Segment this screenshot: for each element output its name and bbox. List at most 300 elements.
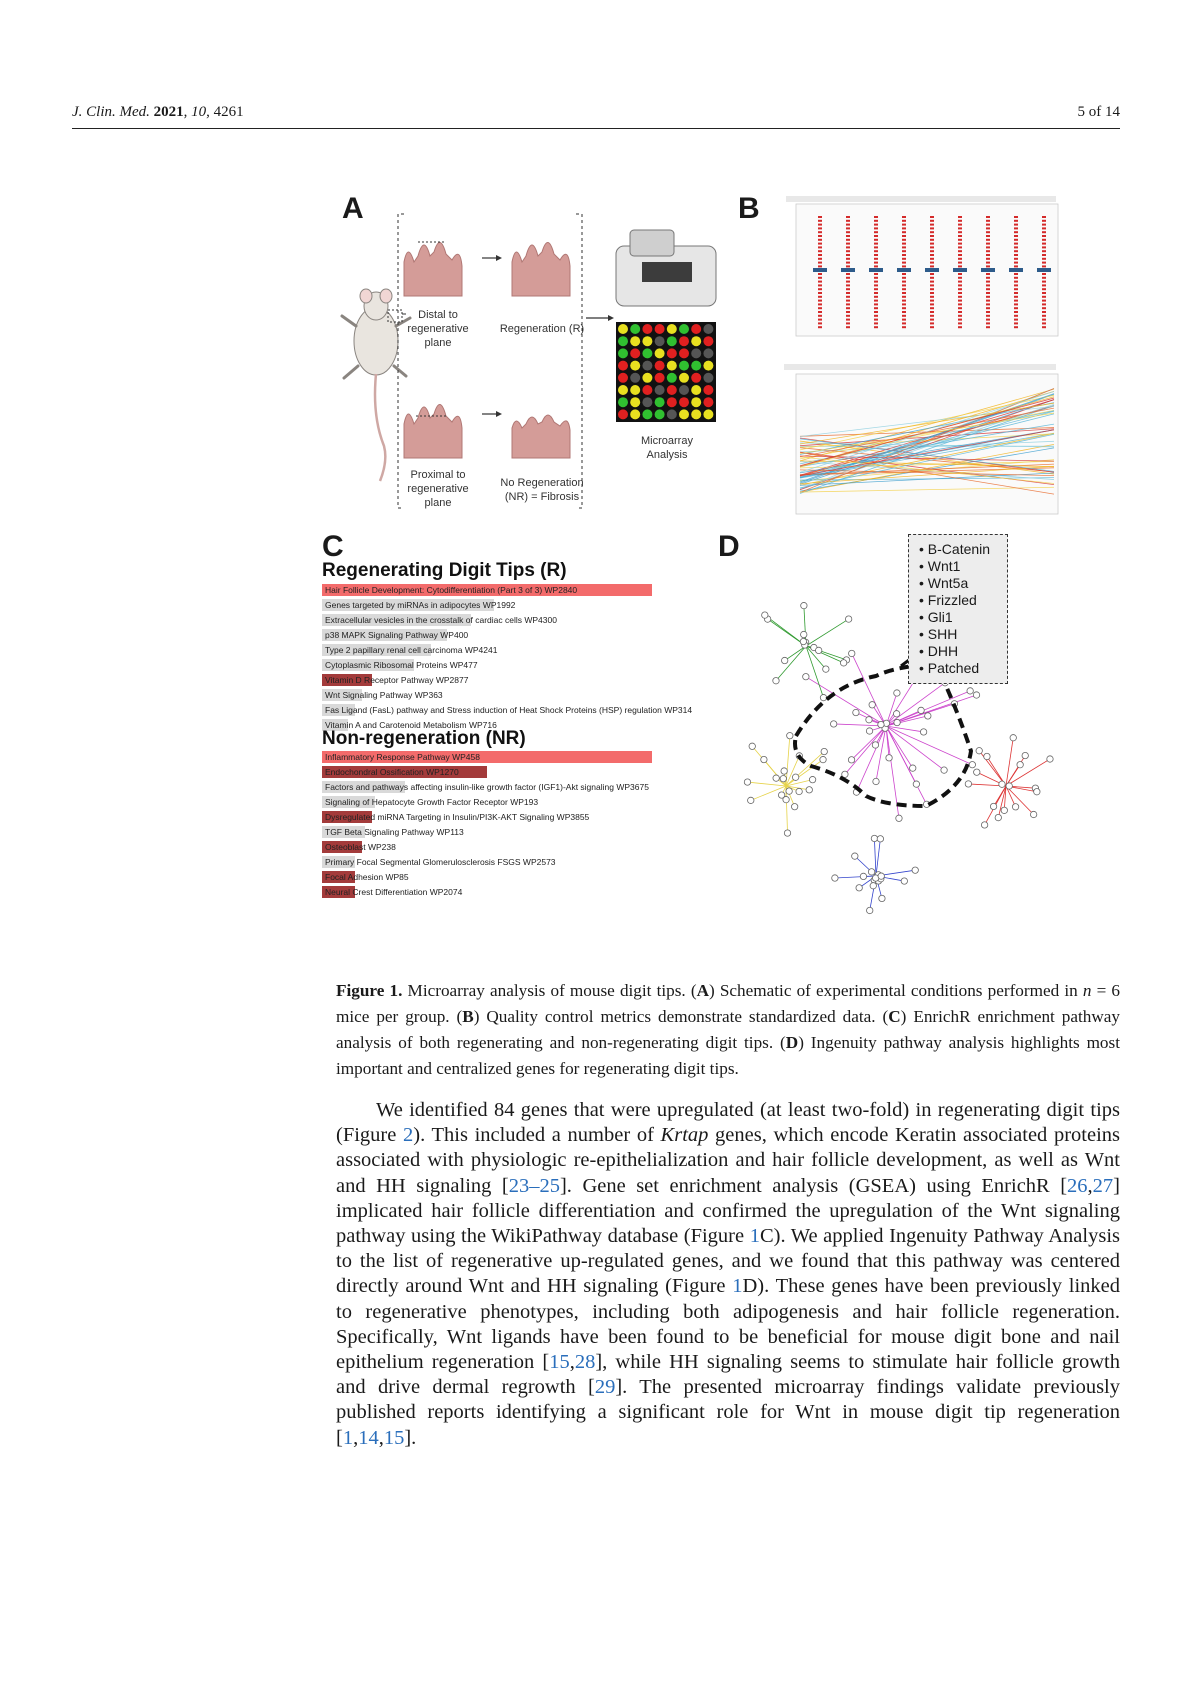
boxplot-point (986, 277, 990, 279)
boxplot-point (986, 273, 990, 275)
network-node (749, 743, 755, 749)
citation-link[interactable]: 14 (358, 1426, 379, 1449)
label-regeneration: Regeneration (R) (499, 323, 585, 335)
microarray-spot (642, 324, 652, 334)
pathway-label: Signaling of Hepatocyte Growth Factor Receptor WP193 (325, 797, 539, 807)
caption-text: ) Ingenuity pathway analysis highlights most important and centralized genes for regenerating digit tips. (336, 1033, 1120, 1078)
boxplot-point (986, 254, 990, 256)
boxplot-point (846, 243, 850, 245)
boxplot-point (986, 296, 990, 298)
boxplot-point (818, 246, 822, 248)
network-node (965, 781, 971, 787)
figure-link[interactable]: 2 (403, 1124, 414, 1147)
network-node (925, 713, 931, 719)
boxplot-point (902, 216, 906, 218)
network-node (761, 756, 767, 762)
network-node (806, 787, 812, 793)
boxplot-point (1042, 284, 1046, 286)
pathway-label: Focal Adhesion WP85 (325, 872, 409, 882)
microarray-spot (642, 361, 652, 371)
nonregen-pathways-title: Non-regeneration (NR) (322, 728, 526, 749)
pathway-row (322, 855, 682, 870)
microarray-spot (618, 373, 628, 383)
nonregen-pathway-list (322, 750, 682, 900)
boxplot-point (902, 246, 906, 248)
boxplot-point (846, 231, 850, 233)
network-node (910, 765, 916, 771)
citation-link[interactable]: 1 (342, 1426, 354, 1449)
network-node (845, 616, 851, 622)
boxplot-point (846, 292, 850, 294)
gene-label: Frizzled (927, 592, 977, 608)
microarray-spot (667, 397, 677, 407)
network-node (1047, 756, 1053, 762)
boxplot-point (930, 231, 934, 233)
boxplot-point (986, 227, 990, 229)
network-node (744, 779, 750, 785)
microarray-spot (691, 324, 701, 334)
gene-label: Gli1 (927, 609, 953, 625)
boxplot-point (958, 220, 962, 222)
network-node (792, 774, 798, 780)
boxplot-point (930, 315, 934, 317)
network-edge (856, 726, 886, 792)
boxplot-point (818, 311, 822, 313)
boxplot-point (986, 224, 990, 226)
boxplot-point (902, 284, 906, 286)
boxplot-point (846, 235, 850, 237)
boxplot-point (874, 216, 878, 218)
microarray-spot (630, 409, 640, 419)
boxplot-point (986, 220, 990, 222)
boxplot-point (1014, 277, 1018, 279)
microarray-spot (679, 348, 689, 358)
pathway-row (322, 825, 682, 840)
pathway-label: Wnt Signaling Pathway WP363 (325, 690, 443, 700)
citation-link[interactable]: 15 (549, 1351, 570, 1374)
boxplot-point (1042, 246, 1046, 248)
boxplot-point (958, 216, 962, 218)
network-node (893, 711, 899, 717)
boxplot-point (958, 292, 962, 294)
network-node (1017, 762, 1023, 768)
boxplot-point (958, 281, 962, 283)
paw-fibrosis (512, 415, 570, 458)
boxplot-point (1042, 292, 1046, 294)
microarray-spot (703, 409, 713, 419)
network-node (973, 692, 979, 698)
label-microarray-line2: Analysis (646, 449, 688, 461)
network-node (918, 707, 924, 713)
boxplot-point (1042, 288, 1046, 290)
boxplot-point (986, 235, 990, 237)
boxplot-point (818, 254, 822, 256)
pathway-label: Vitamin D Receptor Pathway WP2877 (325, 675, 469, 685)
microarray-spot (618, 348, 628, 358)
boxplot-point (902, 319, 906, 321)
boxplot-point (818, 224, 822, 226)
figure-link[interactable]: 1 (749, 1225, 760, 1248)
boxplot-point (986, 231, 990, 233)
network-node (796, 788, 802, 794)
network-node (781, 768, 787, 774)
microarray-spot (630, 361, 640, 371)
network-edge (1006, 759, 1050, 786)
pathway-row (322, 765, 682, 780)
microarray-spot (691, 373, 701, 383)
caption-panel-ref: B (462, 1007, 474, 1026)
boxplot-point (874, 307, 878, 309)
network-node (787, 732, 793, 738)
network-edge (886, 683, 945, 726)
microarray-spot (667, 361, 677, 371)
boxplot-point (818, 288, 822, 290)
label-microarray-line1: Microarray (641, 435, 693, 447)
gene-item: • DHH (919, 643, 959, 659)
microarray-machine (616, 230, 716, 306)
caption-label: Figure 1. (336, 981, 403, 1000)
network-node (990, 803, 996, 809)
network-node (803, 674, 809, 680)
microarray-spot (667, 348, 677, 358)
boxplot-point (1014, 243, 1018, 245)
network-node (1012, 804, 1018, 810)
boxplot-point (1014, 326, 1018, 328)
paragraph (336, 1098, 1120, 1451)
boxplot-point (1042, 307, 1046, 309)
microarray-spot (618, 324, 628, 334)
page-number: 5 of 14 (1077, 104, 1120, 120)
gene-label: B-Catenin (927, 541, 991, 557)
boxplot-point (874, 303, 878, 305)
citation-link[interactable]: 15 (383, 1426, 405, 1449)
boxplot-point (874, 243, 878, 245)
boxplot-median (1009, 268, 1023, 272)
text: ] implicated hair follicle differentiation and confirmed the upregulation of the Wnt signaling pathway using the WikiPathway database (Figure (336, 1174, 1120, 1248)
boxplot-point (1014, 296, 1018, 298)
microarray-spot (691, 397, 701, 407)
microarray-spot (667, 324, 677, 334)
gene-item: • Wnt5a (919, 575, 969, 591)
boxplot-point (846, 273, 850, 275)
boxplot-point (1042, 224, 1046, 226)
network-edge (845, 726, 886, 774)
boxplot-point (846, 239, 850, 241)
boxplot-point (958, 288, 962, 290)
boxplot-point (902, 273, 906, 275)
boxplot-point (1042, 227, 1046, 229)
microarray-spot (703, 348, 713, 358)
boxplot-point (902, 326, 906, 328)
boxplot-point (930, 292, 934, 294)
microarray-spot (655, 397, 665, 407)
microarray-spot (655, 361, 665, 371)
network-node (809, 776, 815, 782)
figure-link[interactable]: 1 (732, 1275, 743, 1298)
boxplot-point (958, 300, 962, 302)
boxplot-point (986, 262, 990, 264)
boxplot-point (1042, 231, 1046, 233)
boxplot-point (902, 300, 906, 302)
boxplot-point (902, 235, 906, 237)
caption-panel-ref: C (888, 1007, 901, 1026)
boxplot-point (1014, 262, 1018, 264)
boxplot-point (1042, 235, 1046, 237)
panel-d-network (726, 556, 1086, 956)
boxplot-point (958, 319, 962, 321)
boxplot-point (846, 311, 850, 313)
microarray-spot (667, 336, 677, 346)
network-node (879, 895, 885, 901)
boxplot-point (1014, 220, 1018, 222)
network-node (820, 756, 826, 762)
boxplot-point (986, 288, 990, 290)
boxplot-point (930, 319, 934, 321)
citation-link[interactable]: 29 (594, 1376, 616, 1399)
boxplot-point (902, 258, 906, 260)
boxplot-point (874, 258, 878, 260)
pathway-label: Neural Crest Differentiation WP2074 (325, 887, 463, 897)
text: We identified 84 genes that were upregulated (at least two-fold) in regenerating digit tips (Figure (336, 1099, 1120, 1147)
boxplot-point (1014, 288, 1018, 290)
network-node (860, 873, 866, 879)
label-distal-line2: regenerative (407, 323, 469, 335)
boxplot-point (958, 326, 962, 328)
boxplot-point (958, 277, 962, 279)
network-edge (806, 619, 849, 646)
boxplot-point (818, 307, 822, 309)
boxplot-point (902, 322, 906, 324)
pathway-row (322, 658, 682, 673)
panel-b-qc-plots (776, 196, 1076, 526)
network-node (1034, 789, 1040, 795)
boxplot-point (986, 258, 990, 260)
boxplot-point (902, 315, 906, 317)
boxplot-point (986, 246, 990, 248)
pathway-row (322, 840, 682, 855)
boxplot-point (874, 231, 878, 233)
boxplot-point (1014, 315, 1018, 317)
network-node (781, 657, 787, 663)
network-node (967, 688, 973, 694)
network-node (852, 853, 858, 859)
network-node (913, 781, 919, 787)
network-edge (747, 782, 786, 786)
network-node (849, 650, 855, 656)
network-node (896, 815, 902, 821)
network-node (870, 883, 876, 889)
boxplot-point (818, 258, 822, 260)
pathway-label: p38 MAPK Signaling Pathway WP400 (325, 630, 469, 640)
microarray-spot (679, 373, 689, 383)
journal-name: J. Clin. Med. (72, 104, 150, 120)
boxplot-point (930, 243, 934, 245)
network-node (1006, 783, 1012, 789)
text: ], while HH signaling seems to stimulate hair follicle growth and drive dermal regrowth [ (336, 1351, 1120, 1399)
boxplot-point (958, 227, 962, 229)
gene-label: Wnt5a (927, 575, 969, 591)
panel-label-d: D (718, 530, 740, 563)
network-edge (806, 646, 823, 698)
pathway-row (322, 810, 682, 825)
citation-link[interactable]: 23–25 (508, 1174, 560, 1197)
boxplot-point (874, 277, 878, 279)
boxplot-point (1042, 216, 1046, 218)
boxplot-point (846, 307, 850, 309)
boxplot-point (874, 292, 878, 294)
network-node (872, 742, 878, 748)
gene-item: • Frizzled (919, 592, 977, 608)
microarray-spot (655, 336, 665, 346)
boxplot-point (930, 307, 934, 309)
microarray-chip (616, 322, 716, 422)
boxplot-point (846, 265, 850, 267)
boxplot-point (874, 322, 878, 324)
text: C). We applied Ingenuity Pathway Analysis to the list of regenerative up-regulated genes, and we found that this pathway was centered directly around Wnt and HH signaling (Figure (336, 1225, 1120, 1298)
boxplot-point (930, 216, 934, 218)
citation-link[interactable]: 28 (574, 1351, 596, 1374)
microarray-spot (679, 324, 689, 334)
label-no-regen-line2: (NR) = Fibrosis (504, 491, 580, 503)
boxplot-point (930, 296, 934, 298)
boxplot-point (846, 246, 850, 248)
boxplot-point (902, 239, 906, 241)
boxplot-point (1014, 258, 1018, 260)
network-node (901, 878, 907, 884)
boxplot-point (846, 277, 850, 279)
microarray-spot (691, 409, 701, 419)
article-number: 4261 (213, 104, 244, 120)
boxplot-point (846, 284, 850, 286)
boxplot-point (930, 246, 934, 248)
microarray-spot (642, 397, 652, 407)
text: ]. Gene set enrichment analysis (GSEA) using EnrichR [ (559, 1174, 1068, 1197)
pathway-label: TGF Beta Signaling Pathway WP113 (325, 827, 464, 837)
network-node (783, 796, 789, 802)
boxplot-point (986, 307, 990, 309)
boxplot-point (958, 262, 962, 264)
network-node (815, 647, 821, 653)
paw-distal (404, 242, 462, 296)
text: genes, which encode Keratin associated proteins associated with physiologic re-epithelialization and hair follicle development, as well as Wnt and HH signaling [ (336, 1124, 1120, 1197)
boxplot-point (1014, 292, 1018, 294)
pathway-label: Genes targeted by miRNAs in adipocytes WP1992 (325, 600, 516, 610)
boxplot-point (1042, 262, 1046, 264)
network-node (801, 602, 807, 608)
boxplot-point (818, 315, 822, 317)
microarray-spot (655, 385, 665, 395)
boxplot-point (874, 224, 878, 226)
boxplot-point (902, 254, 906, 256)
boxplot-point (874, 300, 878, 302)
network-node (912, 867, 918, 873)
boxplot-point (986, 326, 990, 328)
regen-pathways-title: Regenerating Digit Tips (R) (322, 560, 567, 581)
microarray-spot (655, 373, 665, 383)
boxplot-point (874, 273, 878, 275)
boxplot-point (846, 254, 850, 256)
boxplot-point (1014, 231, 1018, 233)
boxplot-median (869, 268, 883, 272)
citation-link[interactable]: 26 (1067, 1174, 1088, 1197)
microarray-spot (630, 397, 640, 407)
figure-1 (322, 192, 1096, 956)
network-node (941, 767, 947, 773)
network-edge (876, 839, 880, 876)
boxplot-point (818, 239, 822, 241)
microarray-spot (630, 336, 640, 346)
network-node (866, 717, 872, 723)
pathway-row (322, 703, 693, 718)
network-edge (776, 646, 806, 681)
boxplot-point (874, 315, 878, 317)
gene-item: • Wnt1 (919, 558, 961, 574)
microarray-spot (618, 336, 628, 346)
boxplot-point (1014, 322, 1018, 324)
network-node (1010, 735, 1016, 741)
network-node (780, 775, 786, 781)
network-node (976, 748, 982, 754)
text: ). This included a number of (413, 1124, 661, 1147)
boxplot-point (1042, 322, 1046, 324)
label-proximal-line2: regenerative (407, 483, 469, 495)
pathway-row (322, 688, 682, 703)
boxplot-point (818, 216, 822, 218)
boxplot-point (902, 265, 906, 267)
boxplot-point (930, 265, 934, 267)
boxplot-point (958, 258, 962, 260)
boxplot-point (986, 303, 990, 305)
label-no-regen-line1: No Regeneration (500, 477, 584, 489)
label-proximal-line3: plane (424, 497, 452, 509)
microarray-spot (630, 373, 640, 383)
microarray-spot (618, 397, 628, 407)
microarray-spot (703, 361, 713, 371)
label-no-regeneration (492, 476, 592, 504)
caption-text: ) Quality control metrics demonstrate standardized data. ( (473, 1007, 889, 1026)
caption-text: Microarray analysis of mouse digit tips. ( (402, 981, 697, 1000)
text: D). These genes have been previously linked to regenerative phenotypes, including both adipogenesis and hair follicle regeneration. Specifically, Wnt ligands have been found to be beneficial for mouse digit bone and nail epithelium regeneration [ (336, 1275, 1120, 1374)
boxplot-point (874, 281, 878, 283)
gene-item: • SHH (919, 626, 958, 642)
microarray-spot (691, 348, 701, 358)
network-node (981, 822, 987, 828)
boxplot-point (986, 284, 990, 286)
boxplot-point (1042, 296, 1046, 298)
microarray-spot (642, 348, 652, 358)
boxplot-point (1014, 250, 1018, 252)
boxplot-point (986, 311, 990, 313)
network-node (840, 660, 846, 666)
boxplot-point (1014, 273, 1018, 275)
caption-panel-ref: D (785, 1033, 799, 1052)
boxplot-point (1014, 224, 1018, 226)
boxplot-point (846, 288, 850, 290)
network-node (867, 907, 873, 913)
boxplot-point (818, 296, 822, 298)
boxplot-point (930, 273, 934, 275)
network-node (784, 830, 790, 836)
gene-label: Patched (927, 660, 980, 676)
boxplot-point (846, 296, 850, 298)
network-node (791, 803, 797, 809)
citation-link[interactable]: 27 (1092, 1174, 1114, 1197)
boxplot-point (1014, 284, 1018, 286)
boxplot-point (874, 296, 878, 298)
microarray-spot (655, 348, 665, 358)
label-distal-line1: Distal to (418, 309, 458, 321)
microarray-spot (703, 324, 713, 334)
